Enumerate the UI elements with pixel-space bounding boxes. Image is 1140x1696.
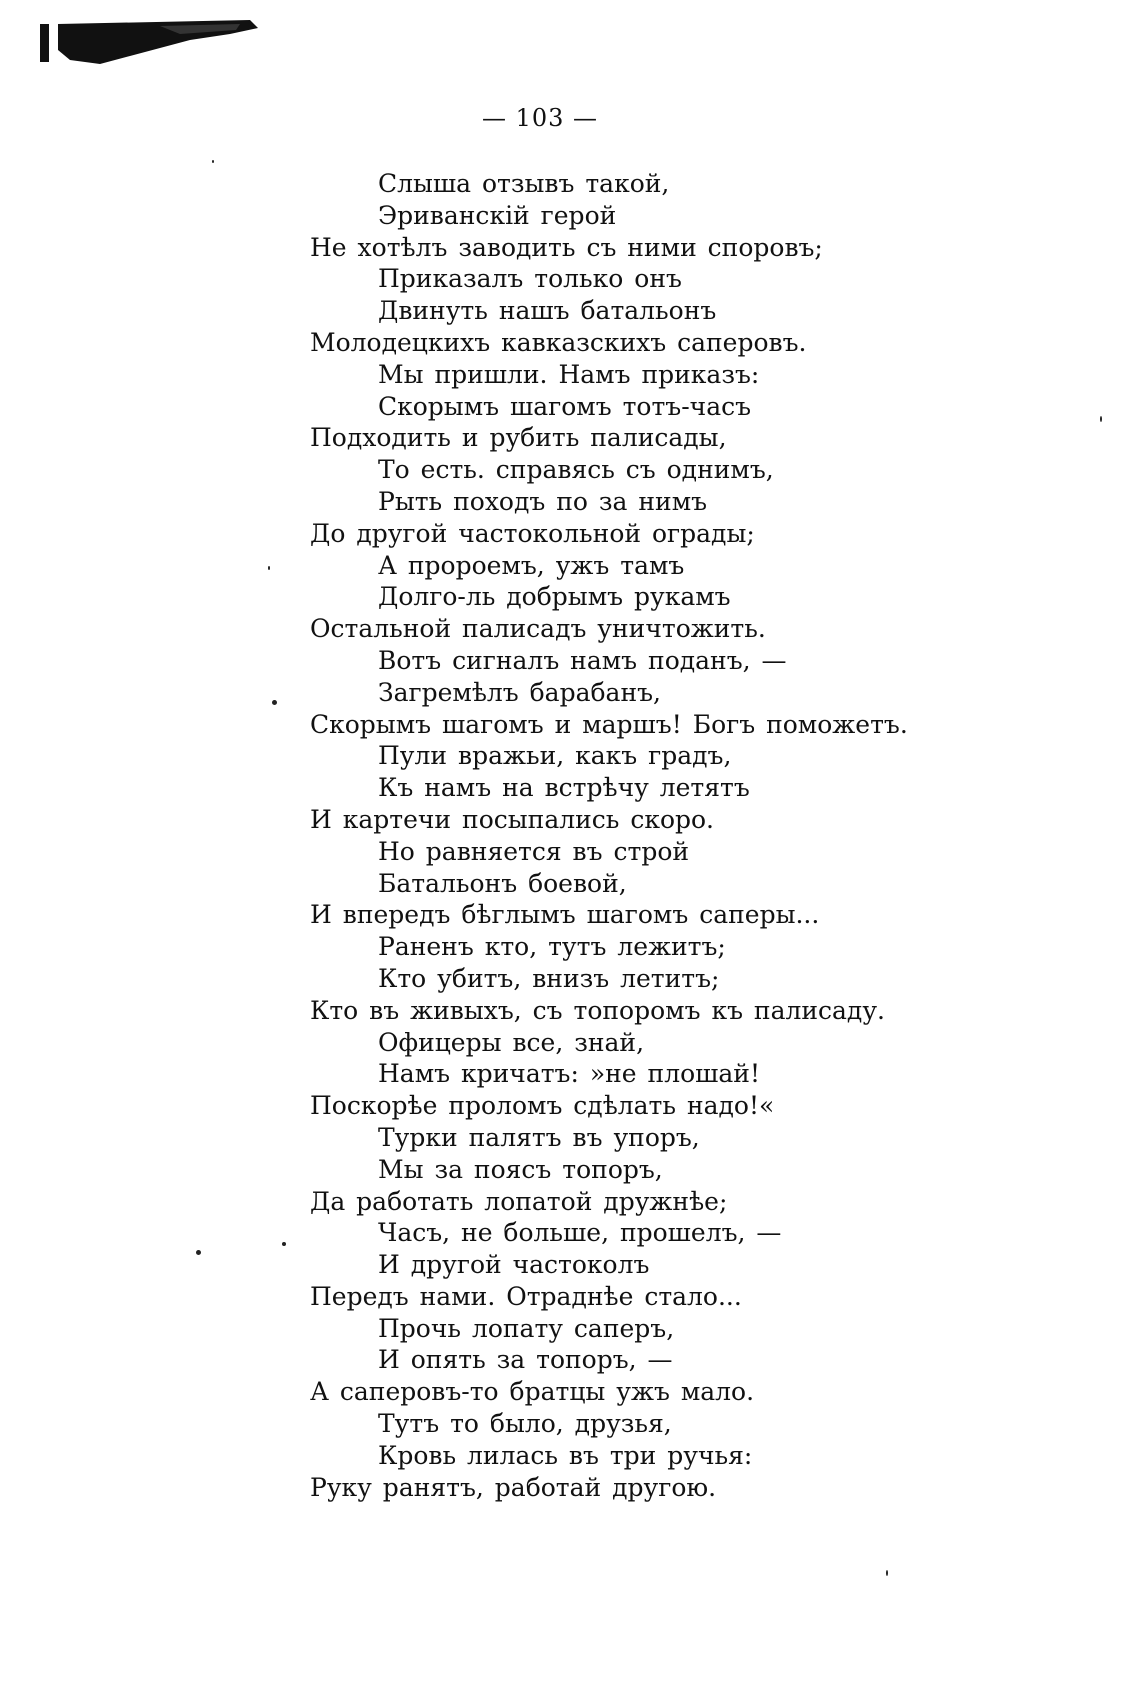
poem-line: Пули вражьи, какъ градъ, xyxy=(378,741,732,771)
poem-line: Кто убитъ, внизъ летитъ; xyxy=(378,963,720,993)
print-speck xyxy=(268,566,270,570)
poem-line: Да работать лопатой дружнѣе; xyxy=(310,1186,728,1216)
poem-line: Мы пришли. Намъ приказъ: xyxy=(378,359,760,389)
poem-line: Рыть походъ по за нимъ xyxy=(378,486,708,516)
print-speck xyxy=(272,700,277,705)
poem-line: Остальной палисадъ уничтожить. xyxy=(310,614,766,644)
poem-line: Турки палятъ въ упоръ, xyxy=(378,1122,700,1152)
poem-line: Двинуть нашъ батальонъ xyxy=(378,296,717,326)
poem-line: Тутъ то было, друзья, xyxy=(378,1409,672,1439)
poem-line: И картечи посыпались скоро. xyxy=(310,804,715,834)
print-speck xyxy=(196,1250,201,1255)
poem-line: Руку ранятъ, работай другою. xyxy=(310,1472,717,1502)
poem-line: Поскорѣе проломъ сдѣлать надо!« xyxy=(310,1091,775,1121)
poem-line: Кто въ живыхъ, съ топоромъ къ палисаду. xyxy=(310,995,885,1025)
poem-line: Скорымъ шагомъ и маршъ! Богъ поможетъ. xyxy=(310,709,908,739)
poem-line: Батальонъ боевой, xyxy=(378,868,627,898)
print-speck xyxy=(212,160,214,163)
print-speck xyxy=(282,1242,286,1246)
poem-line: И другой частоколъ xyxy=(378,1250,650,1280)
poem-line: Долго-ль добрымъ рукамъ xyxy=(378,582,731,612)
poem-line: И опять за топоръ, — xyxy=(378,1345,673,1375)
poem-line: А пророемъ, ужъ тамъ xyxy=(378,550,685,580)
poem-line: Прочь лопату саперъ, xyxy=(378,1313,675,1343)
poem-line: Скорымъ шагомъ тотъ-часъ xyxy=(378,391,752,421)
print-speck xyxy=(1100,416,1102,422)
poem-line: Вотъ сигналъ намъ поданъ, — xyxy=(378,645,787,675)
poem-line: Молодецкихъ кавказскихъ саперовъ. xyxy=(310,327,807,357)
poem-line: Не хотѣлъ заводить съ ними споровъ; xyxy=(310,232,823,262)
page-number: — 103 — xyxy=(481,104,599,132)
poem-line: Слыша отзывъ такой, xyxy=(378,169,670,198)
poem-line: То есть. справясь съ однимъ, xyxy=(378,455,774,485)
poem-line: Офицеры все, знай, xyxy=(378,1027,645,1057)
poem-line: Но равняется въ строй xyxy=(378,836,690,866)
poem-line: Приказалъ только онъ xyxy=(378,264,682,294)
poem-line: До другой частокольной ограды; xyxy=(310,518,755,548)
ink-smudge-mark xyxy=(40,20,262,66)
poem-text xyxy=(310,168,1070,1503)
poem-line: Мы за поясъ топоръ, xyxy=(378,1154,663,1184)
print-speck xyxy=(886,1570,888,1576)
poem-line: Къ намъ на встрѣчу летятъ xyxy=(378,773,750,803)
poem-line: Часъ, не больше, прошелъ, — xyxy=(378,1218,782,1248)
poem-line: Передъ нами. Отраднѣе стало... xyxy=(310,1281,742,1311)
poem-line: И впередъ бѣглымъ шагомъ саперы... xyxy=(310,900,820,930)
poem-line: Намъ кричатъ: »не плошай! xyxy=(378,1059,760,1089)
poem-line: Кровь лилась въ три ручья: xyxy=(378,1440,753,1470)
poem-line: Раненъ кто, тутъ лежитъ; xyxy=(378,932,726,962)
poem-line: Загремѣлъ барабанъ, xyxy=(378,677,661,707)
poem-line: Эриванскій герой xyxy=(378,200,617,230)
poem-line: А саперовъ-то братцы ужъ мало. xyxy=(310,1377,755,1407)
poem-line: Подходить и рубить палисады, xyxy=(310,423,727,453)
